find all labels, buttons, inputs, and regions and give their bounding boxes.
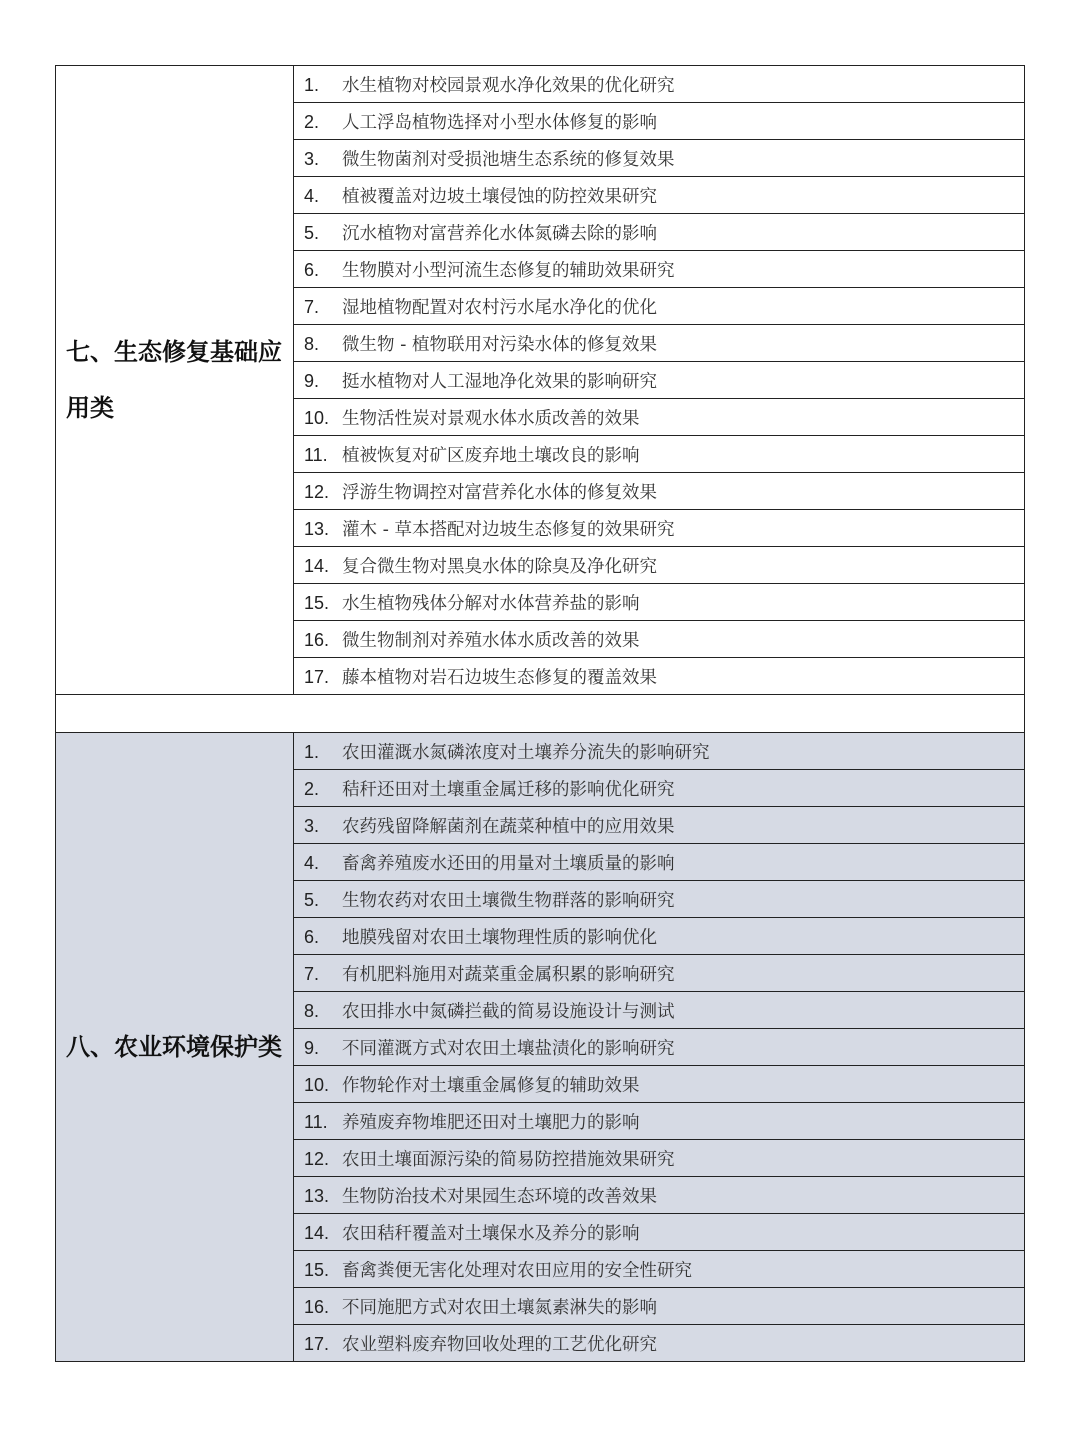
topic-number: 3.: [304, 148, 320, 169]
topic-number: 10.: [304, 407, 330, 428]
topic-item: [294, 844, 1025, 881]
topic-number: 7.: [304, 296, 320, 317]
topic-number: 1.: [304, 741, 320, 762]
topic-item: [294, 510, 1025, 547]
topic-item: [294, 399, 1025, 436]
topic-number: 13.: [304, 518, 330, 539]
topic-item: [294, 621, 1025, 658]
topic-number: 6.: [304, 926, 320, 947]
topic-item: [294, 1288, 1025, 1325]
topic-title: 藤本植物对岩石边坡生态修复的覆盖效果: [342, 667, 657, 688]
topic-title: 生物农药对农田土壤微生物群落的影响研究: [342, 890, 675, 911]
table-row: [56, 733, 1025, 770]
topic-title: 生物膜对小型河流生态修复的辅助效果研究: [342, 260, 675, 281]
topic-number: 16.: [304, 629, 330, 650]
topic-title: 湿地植物配置对农村污水尾水净化的优化: [342, 297, 657, 318]
topic-number: 11.: [304, 444, 328, 465]
topic-title: 沉水植物对富营养化水体氮磷去除的影响: [342, 223, 657, 244]
topic-item: [294, 770, 1025, 807]
topic-item: [294, 733, 1025, 770]
topic-title: 农田土壤面源污染的简易防控措施效果研究: [342, 1149, 675, 1170]
topic-item: [294, 955, 1025, 992]
topic-number: 6.: [304, 259, 320, 280]
topic-item: [294, 362, 1025, 399]
topic-title: 挺水植物对人工湿地净化效果的影响研究: [342, 371, 657, 392]
topic-title: 微生物菌剂对受损池塘生态系统的修复效果: [342, 149, 675, 170]
topic-item: [294, 881, 1025, 918]
topic-item: [294, 103, 1025, 140]
category-heading: 七、生态修复基础应用类: [56, 66, 294, 695]
topic-item: [294, 325, 1025, 362]
topic-title: 水生植物对校园景观水净化效果的优化研究: [342, 75, 675, 96]
topic-number: 8.: [304, 1000, 320, 1021]
topic-title: 植被覆盖对边坡土壤侵蚀的防控效果研究: [342, 186, 657, 207]
topic-item: [294, 66, 1025, 103]
topic-title: 农田排水中氮磷拦截的简易设施设计与测试: [342, 1001, 675, 1022]
topic-number: 12.: [304, 481, 330, 502]
topic-number: 5.: [304, 889, 320, 910]
topic-title: 生物防治技术对果园生态环境的改善效果: [342, 1186, 657, 1207]
topic-number: 10.: [304, 1074, 330, 1095]
topic-title: 农药残留降解菌剂在蔬菜种植中的应用效果: [342, 816, 675, 837]
topic-number: 9.: [304, 1037, 320, 1058]
topic-number: 15.: [304, 592, 330, 613]
topic-item: [294, 1066, 1025, 1103]
topic-number: 16.: [304, 1296, 330, 1317]
topic-number: 2.: [304, 778, 320, 799]
empty-cell: [56, 695, 1025, 733]
table-row: [56, 66, 1025, 103]
topic-number: 14.: [304, 555, 330, 576]
topic-number: 8.: [304, 333, 320, 354]
topic-title: 畜禽粪便无害化处理对农田应用的安全性研究: [342, 1260, 692, 1281]
topic-number: 15.: [304, 1259, 330, 1280]
topic-title: 不同灌溉方式对农田土壤盐渍化的影响研究: [342, 1038, 675, 1059]
topic-title: 生物活性炭对景观水体水质改善的效果: [342, 408, 640, 429]
topic-item: [294, 251, 1025, 288]
topic-title: 畜禽养殖废水还田的用量对土壤质量的影响: [342, 853, 675, 874]
topic-item: [294, 1029, 1025, 1066]
topic-title: 农田灌溉水氮磷浓度对土壤养分流失的影响研究: [342, 742, 710, 763]
topic-number: 3.: [304, 815, 320, 836]
topic-title: 农业塑料废弃物回收处理的工艺优化研究: [342, 1334, 657, 1355]
topic-title: 秸秆还田对土壤重金属迁移的影响优化研究: [342, 779, 675, 800]
topic-item: [294, 1251, 1025, 1288]
topic-item: [294, 436, 1025, 473]
topic-number: 12.: [304, 1148, 330, 1169]
topic-item: [294, 1325, 1025, 1362]
topic-number: 17.: [304, 1333, 330, 1354]
topic-title: 微生物 - 植物联用对污染水体的修复效果: [342, 334, 657, 355]
topic-item: [294, 807, 1025, 844]
topic-item: [294, 992, 1025, 1029]
topic-number: 5.: [304, 222, 320, 243]
topic-number: 11.: [304, 1111, 328, 1132]
topic-number: 14.: [304, 1222, 330, 1243]
topic-title: 水生植物残体分解对水体营养盐的影响: [342, 593, 640, 614]
topic-title: 浮游生物调控对富营养化水体的修复效果: [342, 482, 657, 503]
topic-number: 7.: [304, 963, 320, 984]
topic-title: 复合微生物对黑臭水体的除臭及净化研究: [342, 556, 657, 577]
topic-item: [294, 1103, 1025, 1140]
topic-title: 不同施肥方式对农田土壤氮素淋失的影响: [342, 1297, 657, 1318]
topic-item: [294, 1214, 1025, 1251]
topic-number: 2.: [304, 111, 320, 132]
topic-item: [294, 214, 1025, 251]
topic-item: [294, 584, 1025, 621]
topic-item: [294, 1177, 1025, 1214]
topic-title: 人工浮岛植物选择对小型水体修复的影响: [342, 112, 657, 133]
topic-title: 养殖废弃物堆肥还田对土壤肥力的影响: [342, 1112, 640, 1133]
topic-title: 微生物制剂对养殖水体水质改善的效果: [342, 630, 640, 651]
topic-title: 作物轮作对土壤重金属修复的辅助效果: [342, 1075, 640, 1096]
research-topics-table: [55, 65, 1025, 1362]
topic-item: [294, 547, 1025, 584]
topic-number: 9.: [304, 370, 320, 391]
topic-number: 4.: [304, 852, 320, 873]
topic-item: [294, 918, 1025, 955]
topic-item: [294, 1140, 1025, 1177]
topic-number: 13.: [304, 1185, 330, 1206]
topic-title: 有机肥料施用对蔬菜重金属积累的影响研究: [342, 964, 675, 985]
topic-title: 灌木 - 草本搭配对边坡生态修复的效果研究: [342, 519, 675, 540]
topic-item: [294, 140, 1025, 177]
category-heading: 八、农业环境保护类: [56, 733, 294, 1362]
topic-item: [294, 288, 1025, 325]
topic-item: [294, 473, 1025, 510]
topic-number: 17.: [304, 666, 330, 687]
topic-item: [294, 177, 1025, 214]
topic-title: 地膜残留对农田土壤物理性质的影响优化: [342, 927, 657, 948]
topic-title: 农田秸秆覆盖对土壤保水及养分的影响: [342, 1223, 640, 1244]
spacer-row: [56, 695, 1025, 733]
topic-number: 1.: [304, 74, 320, 95]
topic-item: [294, 658, 1025, 695]
topic-title: 植被恢复对矿区废弃地土壤改良的影响: [342, 445, 640, 466]
topic-number: 4.: [304, 185, 320, 206]
